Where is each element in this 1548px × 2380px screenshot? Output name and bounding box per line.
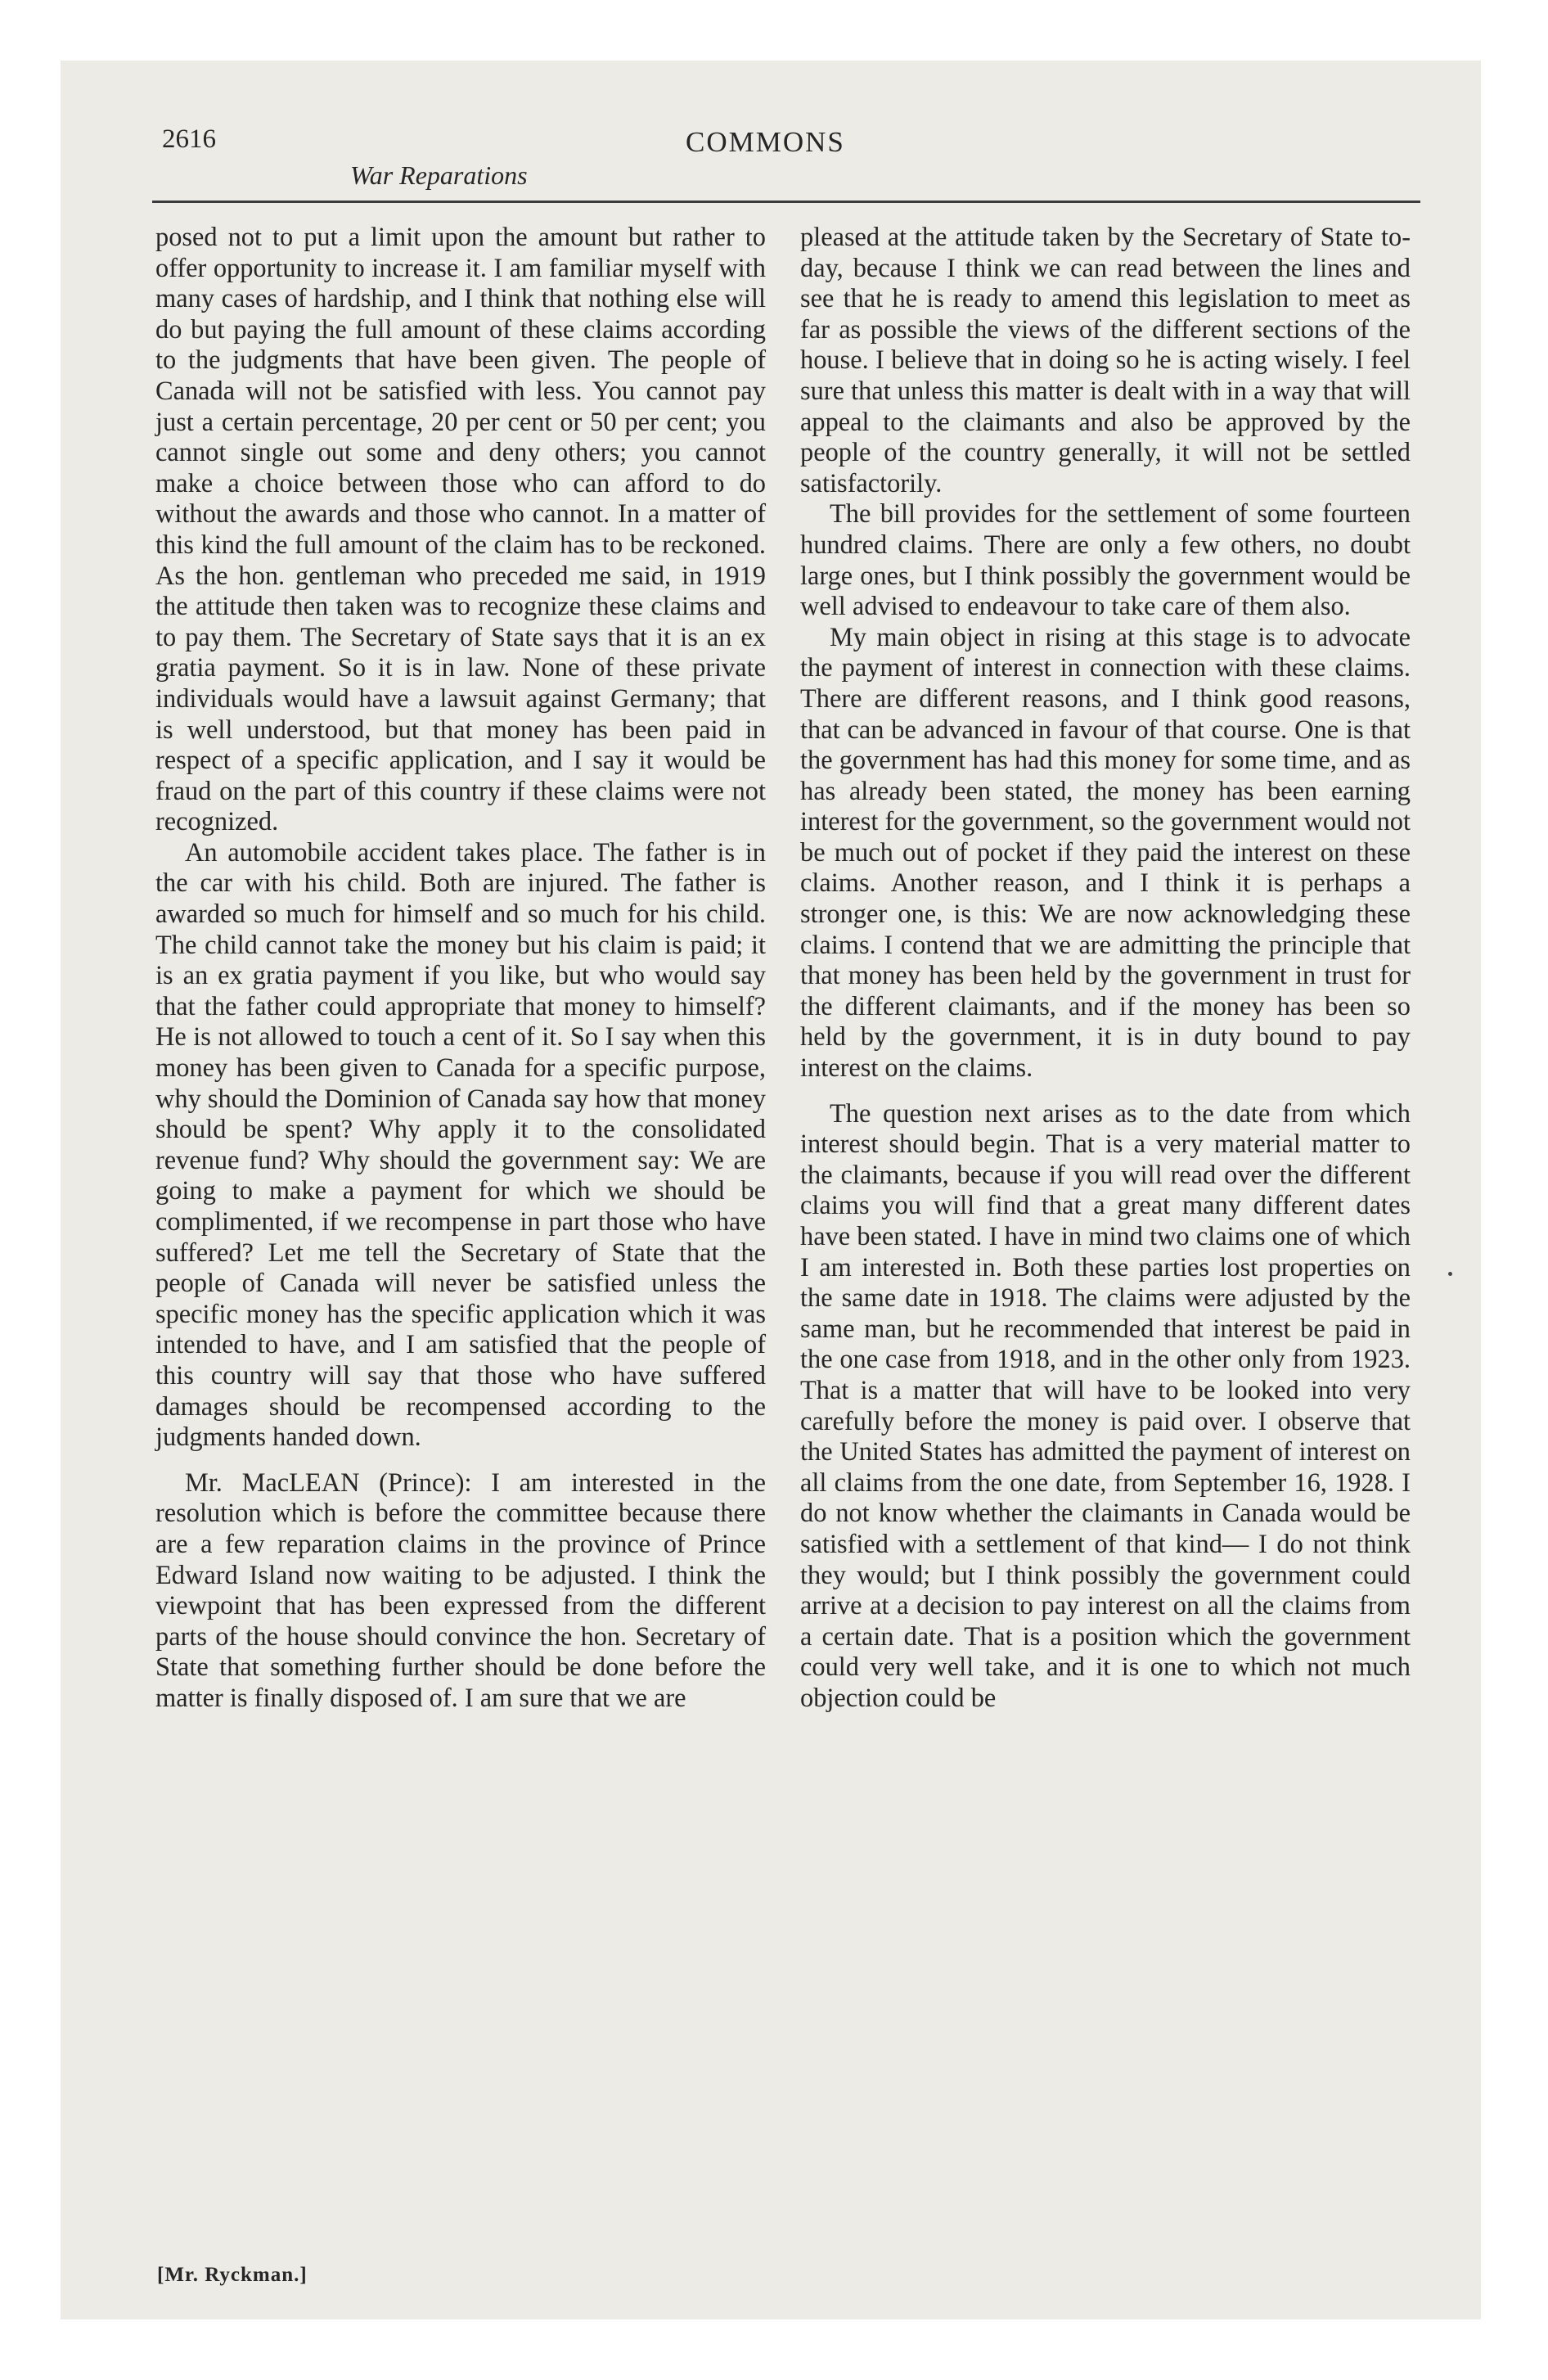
page-number: 2616: [162, 124, 216, 154]
paragraph: pleased at the attitude taken by the Secretary of State to-day, because I think we can read between the lines and see that he is ready to amend this legislation to meet as far as possible the views of the different sections of the house. I believe that in doing so he is acting wisely. I feel sure that unless this matter is dealt with in a way that will appeal to the claimants and also be approved by the people of the country generally, it will not be settled satisfactorily.: [800, 223, 1411, 498]
paragraph: The bill provides for the settlement of some fourteen hundred claims. There are only a few others, no doubt large ones, but I think possibly the government would be well advised to endeavour to take care of them also.: [800, 499, 1411, 622]
section-title: War Reparations: [350, 160, 528, 190]
ink-speck: [1448, 1272, 1452, 1276]
header-rule: [152, 201, 1420, 203]
paragraph: An automobile accident takes place. The father is in the car with his child. Both are injured. The father is awarded so much for himself and so much for his child. The child cannot take the money but his claim is paid; it is an ex gratia payment if you like, but who would say that the father could appropriate that money to himself? He is not allowed to touch a cent of it. So I say when this money has been given to Canada for a specific purpose, why should the Dominion of Canada say how that money should be spent? Why apply it to the consolidated revenue fund? Why should the government say: We are going to make a payment for which we should be complimented, if we recompense in part those who have suffered? Let me tell the Secretary of State that the people of Canada will never be satisfied unless the specific money has the specific application which it was intended to have, and I am satisfied that the people of this country will say that those who have suffered damages should be recompensed according to the judgments handed down.: [155, 837, 766, 1453]
paragraph: posed not to put a limit upon the amount but rather to offer opportunity to increase it. I am familiar myself with many cases of hardship, and I think that nothing else will do but paying the full amount of these claims according to the judgments that have been given. The people of Canada will not be satisfied with less. You cannot pay just a certain percentage, 20 per cent or 50 per cent; you cannot single out some and deny others; you cannot make a choice between those who can afford to do without the awards and those who cannot. In a matter of this kind the full amount of the claim has to be reckoned. As the hon. gentleman who preceded me said, in 1919 the attitude then taken was to recognize these claims and to pay them. The Secretary of State says that it is an ex gratia payment. So it is in law. None of these private individuals would have a lawsuit against Germany; that is well understood, but that money has been paid in respect of a specific application, and I say it would be fraud on the part of this country if these claims were not recognized.: [155, 223, 766, 837]
speaker-tag: [Mr. Ryckman.]: [157, 2264, 308, 2286]
paragraph: The question next arises as to the date from which interest should begin. That is a very material matter to the claimants, because if you will read over the different claims you will find that a great many different dates have been stated. I have in mind two claims one of which I am interested in. Both these parties lost properties on the same date in 1918. The claims were adjusted by the same man, but he recommended that interest be paid in the one case from 1918, and in the other only from 1923. That is a matter that will have to be looked into very carefully before the money is paid over. I observe that the United States has admitted the payment of interest on all claims from the one date, from September 16, 1928. I do not know whether the claimants in Canada would be satisfied with a settlement of that kind— I do not think they would; but I think possibly the government could arrive at a decision to pay interest on all the claims from a certain date. That is a position which the government could very well take, and it is one to which not much objection could be: [800, 1098, 1411, 1713]
paragraph: My main object in rising at this stage is to advocate the payment of interest in connection with these claims. There are different reasons, and I think good reasons, that can be advanced in favour of that course. One is that the government has had this money for some time, and as has already been stated, the money has been earning interest for the government, so the government would not be much out of pocket if they paid the interest on these claims. Another reason, and I think it is perhaps a stronger one, is this: We are now acknowledging these claims. I contend that we are admitting the principle that that money has been held by the government in trust for the different claimants, and if the money has been so held by the government, it is in duty bound to pay interest on the claims.: [800, 622, 1411, 1084]
paragraph: Mr. MacLEAN (Prince): I am interested in the resolution which is before the committee because there are a few reparation claims in the province of Prince Edward Island now waiting to be adjusted. I think the viewpoint that has been expressed from the different parts of the house should convince the hon. Secretary of State that something further should be done before the matter is finally disposed of. I am sure that we are: [155, 1467, 766, 1713]
left-column: [155, 223, 766, 1715]
running-title: COMMONS: [686, 126, 845, 158]
page-header: [162, 121, 1422, 203]
right-column: [800, 223, 1411, 1715]
